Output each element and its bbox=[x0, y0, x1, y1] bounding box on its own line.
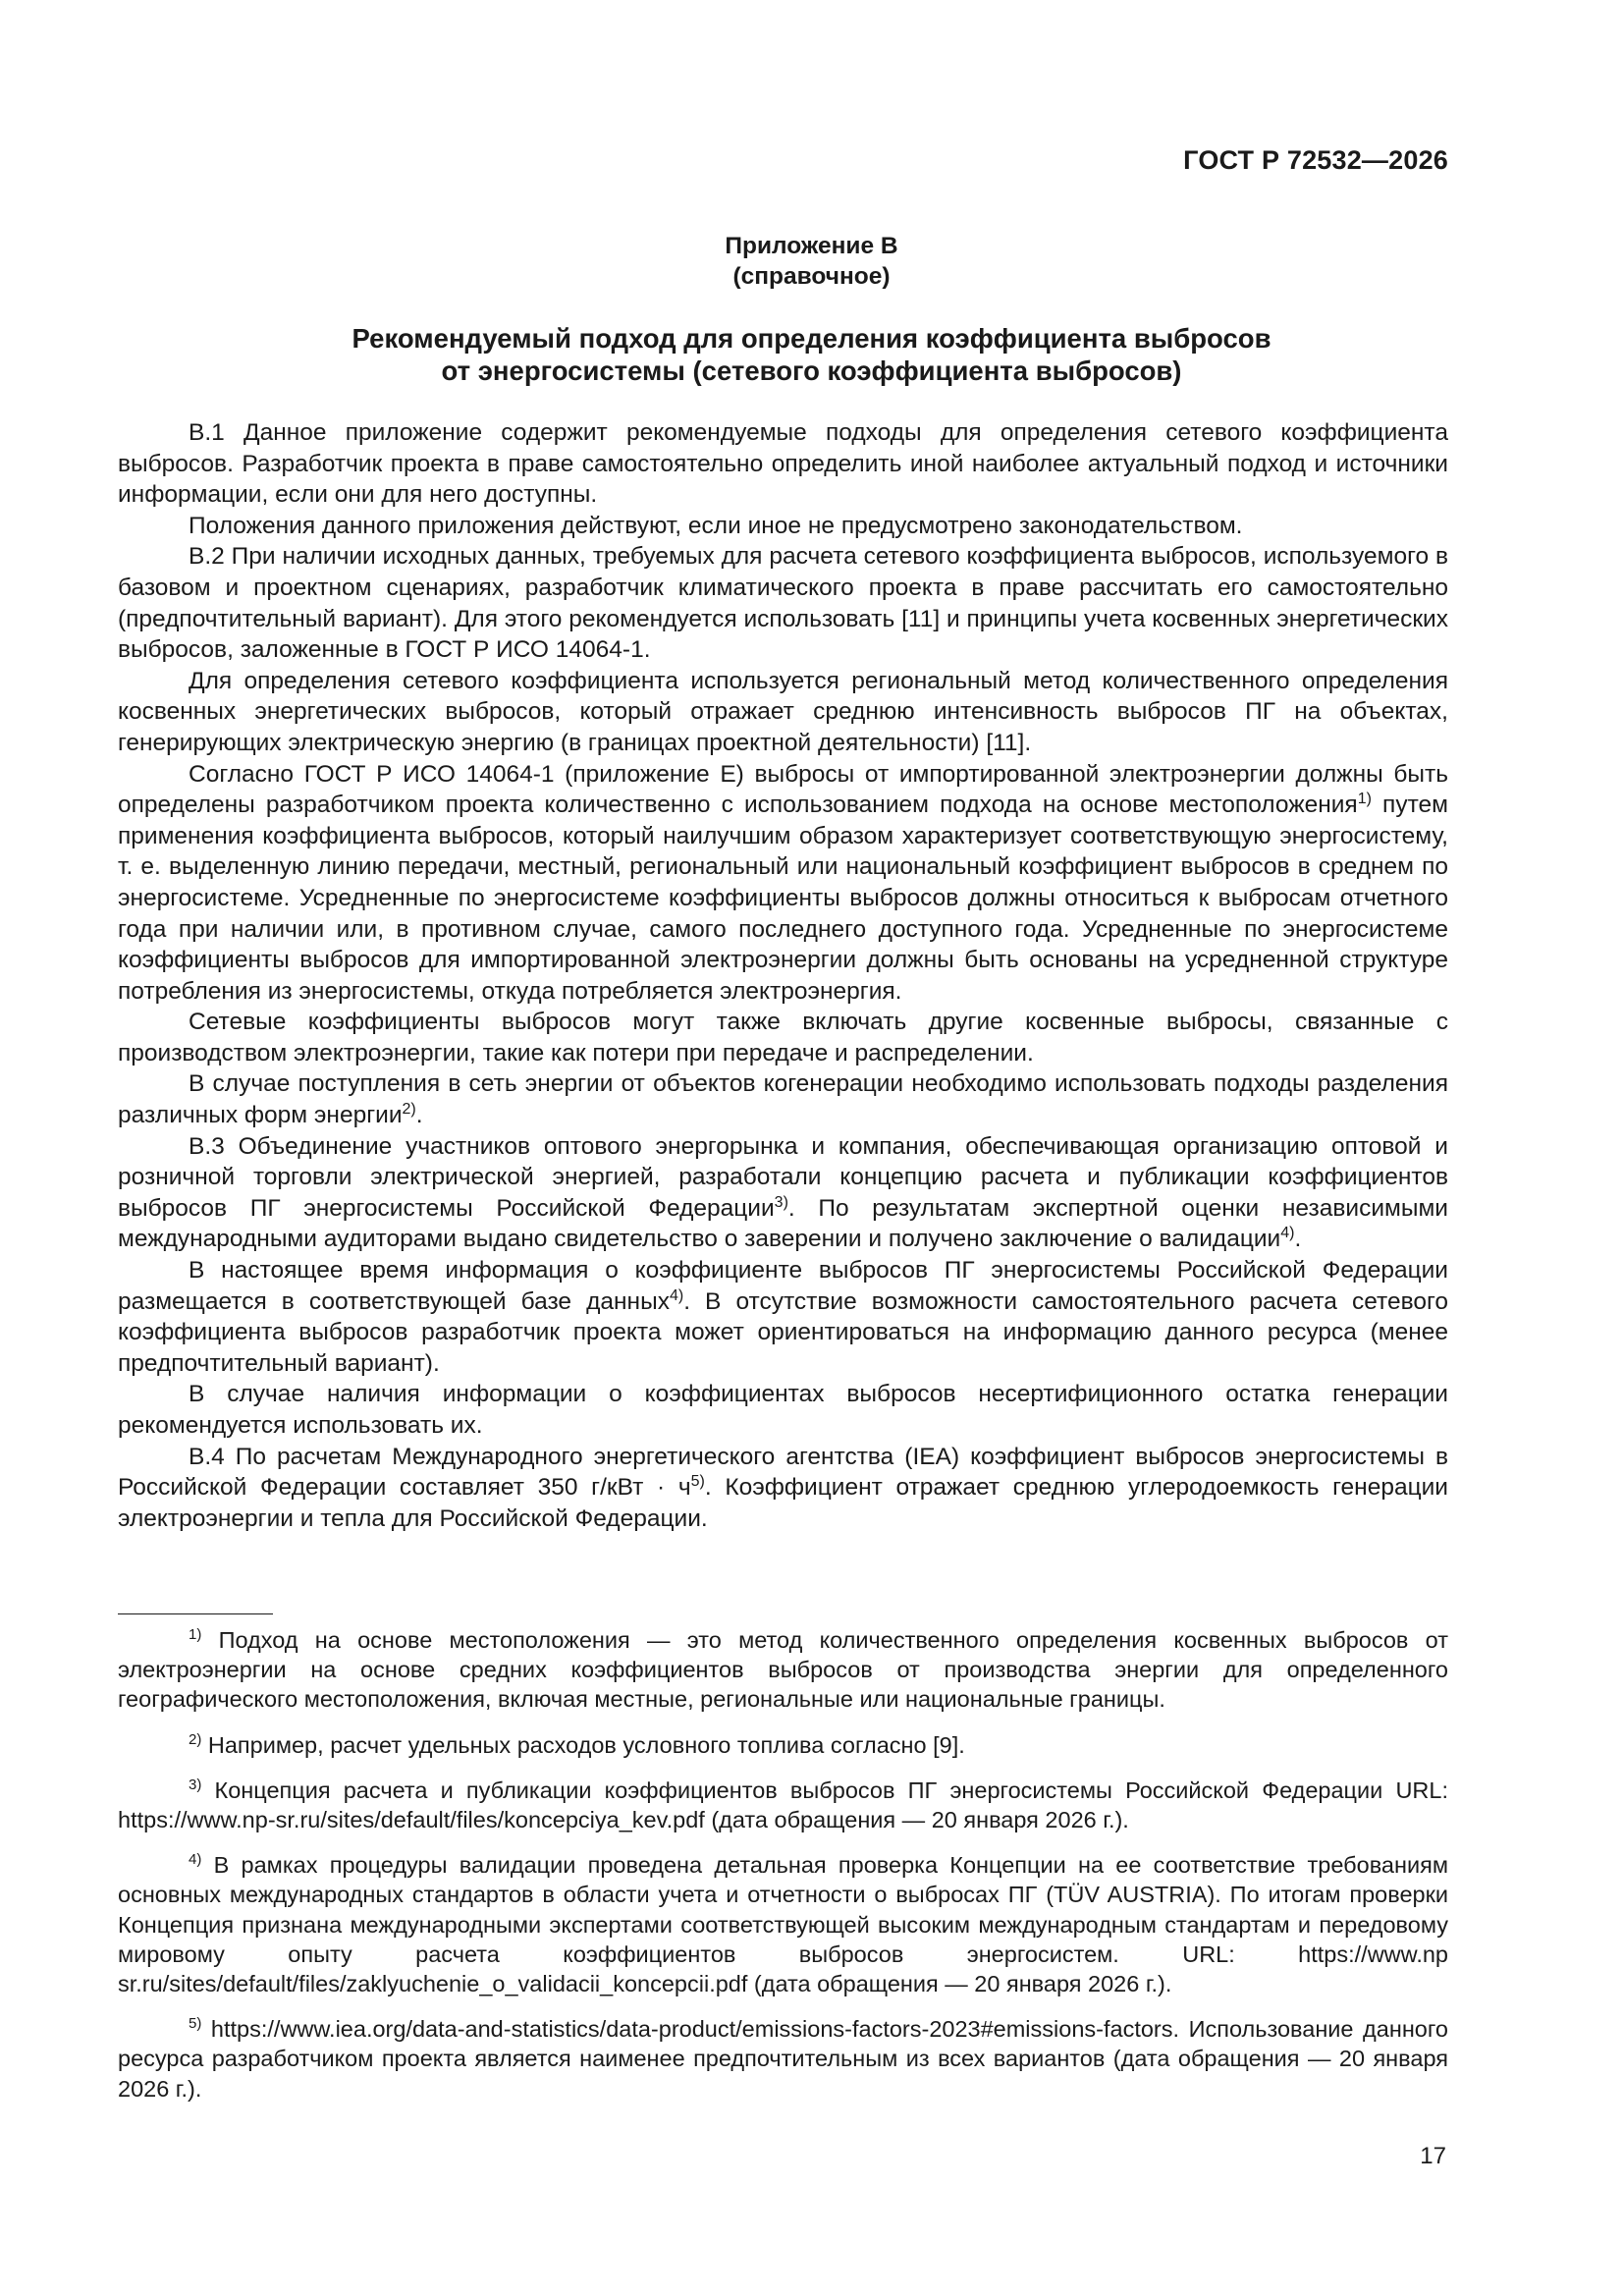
footnote-4 bbox=[118, 1850, 1448, 1998]
paragraph-text: В.3 Объединение участников оптового энергорынка и компания, обеспечивающая организацию оптовой и розничной торговли электрической энергией, разработали концепцию расчета и публикации коэффициентов выбросов ПГ энергосистемы Российской Федерации bbox=[118, 1132, 1448, 1222]
paragraph-cogeneration bbox=[118, 1068, 1448, 1130]
appendix-label-block bbox=[0, 231, 1623, 292]
body-text bbox=[118, 417, 1448, 1534]
footnote-ref: 1) bbox=[1357, 791, 1372, 808]
footnote-5 bbox=[118, 2014, 1448, 2104]
paragraph-database bbox=[118, 1255, 1448, 1379]
footnote-text: Концепция расчета и публикации коэффициентов выбросов ПГ энергосистемы Российской Федерации URL: https://www.np-sr.ru/sites/default/files/koncepciya_kev.pdf (дата обращения — 20 января 2026 г.). bbox=[118, 1777, 1448, 1833]
appendix-title-line-1: Рекомендуемый подход для определения коэффициента выбросов bbox=[352, 323, 1271, 354]
footnote-ref: 5) bbox=[690, 1473, 705, 1491]
appendix-title-line-2: от энергосистемы (сетевого коэффициента выбросов) bbox=[441, 355, 1182, 386]
footnotes bbox=[118, 1625, 1448, 2119]
footnote-mark: 2) bbox=[189, 1730, 202, 1748]
paragraph-provisions: Положения данного приложения действуют, если иное не предусмотрено законодательством. bbox=[189, 512, 1243, 539]
paragraph-text: В настоящее время информация о коэффициенте выбросов ПГ энергосистемы Российской Федерации размещается в соответствующей базе данных bbox=[118, 1257, 1448, 1315]
paragraph-text: . По результатам экспертной оценки независимыми международными аудиторами выдано свидетельство о заверении и получено заключение о валидации bbox=[118, 1194, 1448, 1253]
footnote-mark: 4) bbox=[189, 1851, 202, 1869]
document-code: ГОСТ Р 72532—2026 bbox=[1183, 145, 1448, 175]
paragraph-residual-mix: В случае наличия информации о коэффициентах выбросов несертифиционного остатка генерации рекомендуется использовать их. bbox=[118, 1381, 1448, 1439]
footnote-ref: 3) bbox=[774, 1193, 788, 1211]
paragraph-text: В случае поступления в сеть энергии от объектов когенерации необходимо использовать подходы разделения различных форм энергии bbox=[118, 1070, 1448, 1129]
footnote-2 bbox=[118, 1730, 1448, 1760]
footnote-mark: 5) bbox=[189, 2015, 202, 2033]
footnote-3 bbox=[118, 1776, 1448, 1834]
footnote-ref: 2) bbox=[402, 1101, 416, 1119]
paragraph-text: . bbox=[1294, 1226, 1302, 1253]
appendix-type: (справочное) bbox=[732, 263, 891, 290]
paragraph-text: Согласно ГОСТ Р ИСО 14064-1 (приложение Е) выбросы от импортированной электроэнергии должны быть определены разработчиком проекта количественно с использованием подхода на основе местоположения bbox=[118, 760, 1448, 819]
paragraph-iso-14064 bbox=[118, 759, 1448, 1008]
appendix-title bbox=[0, 322, 1623, 387]
paragraph-b1: В.1 Данное приложение содержит рекомендуемые подходы для определения сетевого коэффициента выбросов. Разработчик проекта в праве самостоятельно определить иной наиболее актуальный подход и источники информации, если они для него доступны. bbox=[118, 419, 1448, 509]
footnote-text: В рамках процедуры валидации проведена детальная проверка Концепции на ее соответствие требованиям основных международных стандартов в области учета и отчетности о выбросах ПГ (TÜV AUSTRIA). По итогам проверки Концепция признана международными экспертами соответствующей высоким международным стандартам и передовому мировому опыту расчета коэффициентов выбросов энергосистем. URL: https://www.np sr.ru/sites/default/files/zaklyuchenie_o_validacii_koncepcii.pdf (дата обращения — 20 января 2026 г.). bbox=[118, 1852, 1448, 1997]
footnote-text: Например, расчет удельных расходов условного топлива согласно [9]. bbox=[201, 1731, 965, 1758]
paragraph-text: . Коэффициент отражает среднюю углеродоемкость генерации электроэнергии и тепла для Российской Федерации. bbox=[118, 1474, 1448, 1532]
footnote-mark: 1) bbox=[189, 1626, 202, 1643]
footnote-ref: 4) bbox=[669, 1286, 684, 1304]
appendix-label: Приложение В bbox=[725, 233, 898, 259]
paragraph-text: путем применения коэффициента выбросов, который наилучшим образом характеризует соответствующую энергосистему, т. е. выделенную линию передачи, местный, региональный или национальный коэффициент выбросов в среднем по энергосистеме. Усредненные по энергосистеме коэффициенты выбросов должны относиться к выбросам отчетного года при наличии или, в противном случае, самого последнего доступного года. Усредненные по энергосистеме коэффициенты выбросов для импортированной электроэнергии должны быть основаны на усредненной структуре потребления из энергосистемы, откуда потребляется электроэнергия. bbox=[118, 792, 1448, 1005]
paragraph-text: В.4 По расчетам Международного энергетического агентства (IEA) коэффициент выбросов энергосистемы в Российской Федерации составляет 350 г/кВт · ч bbox=[118, 1443, 1448, 1502]
footnote-mark: 3) bbox=[189, 1776, 202, 1793]
footnote-text: Подход на основе местоположения — это метод количественного определения косвенных выбросов от электроэнергии на основе средних коэффициентов выбросов от производства энергии для определенного географического местоположения, включая местные, региональные или национальные границы. bbox=[118, 1627, 1448, 1713]
paragraph-b4 bbox=[118, 1442, 1448, 1535]
paragraph-b3 bbox=[118, 1131, 1448, 1255]
paragraph-text: . В отсутствие возможности самостоятельного расчета сетевого коэффициента выбросов разработчик проекта может ориентироваться на информацию данного ресурса (менее предпочтительный вариант). bbox=[118, 1287, 1448, 1377]
footnote-1 bbox=[118, 1625, 1448, 1715]
page-number: 17 bbox=[1420, 2143, 1446, 2169]
paragraph-regional-method: Для определения сетевого коэффициента используется региональный метод количественного определения косвенных энергетических выбросов, который отражает среднюю интенсивность выбросов ПГ на объектах, генерирующих электрическую энергию (в границах проектной деятельности) [11]. bbox=[118, 667, 1448, 756]
paragraph-text: . bbox=[415, 1102, 423, 1129]
paragraph-grid-factors: Сетевые коэффициенты выбросов могут также включать другие косвенные выбросы, связанные с производством электроэнергии, такие как потери при передаче и распределении. bbox=[118, 1009, 1448, 1066]
footnote-separator bbox=[118, 1613, 273, 1614]
footnote-ref: 4) bbox=[1280, 1225, 1295, 1242]
paragraph-b2: В.2 При наличии исходных данных, требуемых для расчета сетевого коэффициента выбросов, используемого в базовом и проектном сценариях, разработчик климатического проекта в праве рассчитать его самостоятельно (предпочтительный вариант). Для этого рекомендуется использовать [11] и принципы учета косвенных энергетических выбросов, заложенные в ГОСТ Р ИСО 14064-1. bbox=[118, 543, 1448, 664]
footnote-text: https://www.iea.org/data-and-statistics/data-product/emissions-factors-2023#emissions-factors. Использование данного ресурса разработчиком проекта является наименее предпочтительным из всех вариантов (дата обращения — 20 января 2026 г.). bbox=[118, 2016, 1448, 2102]
